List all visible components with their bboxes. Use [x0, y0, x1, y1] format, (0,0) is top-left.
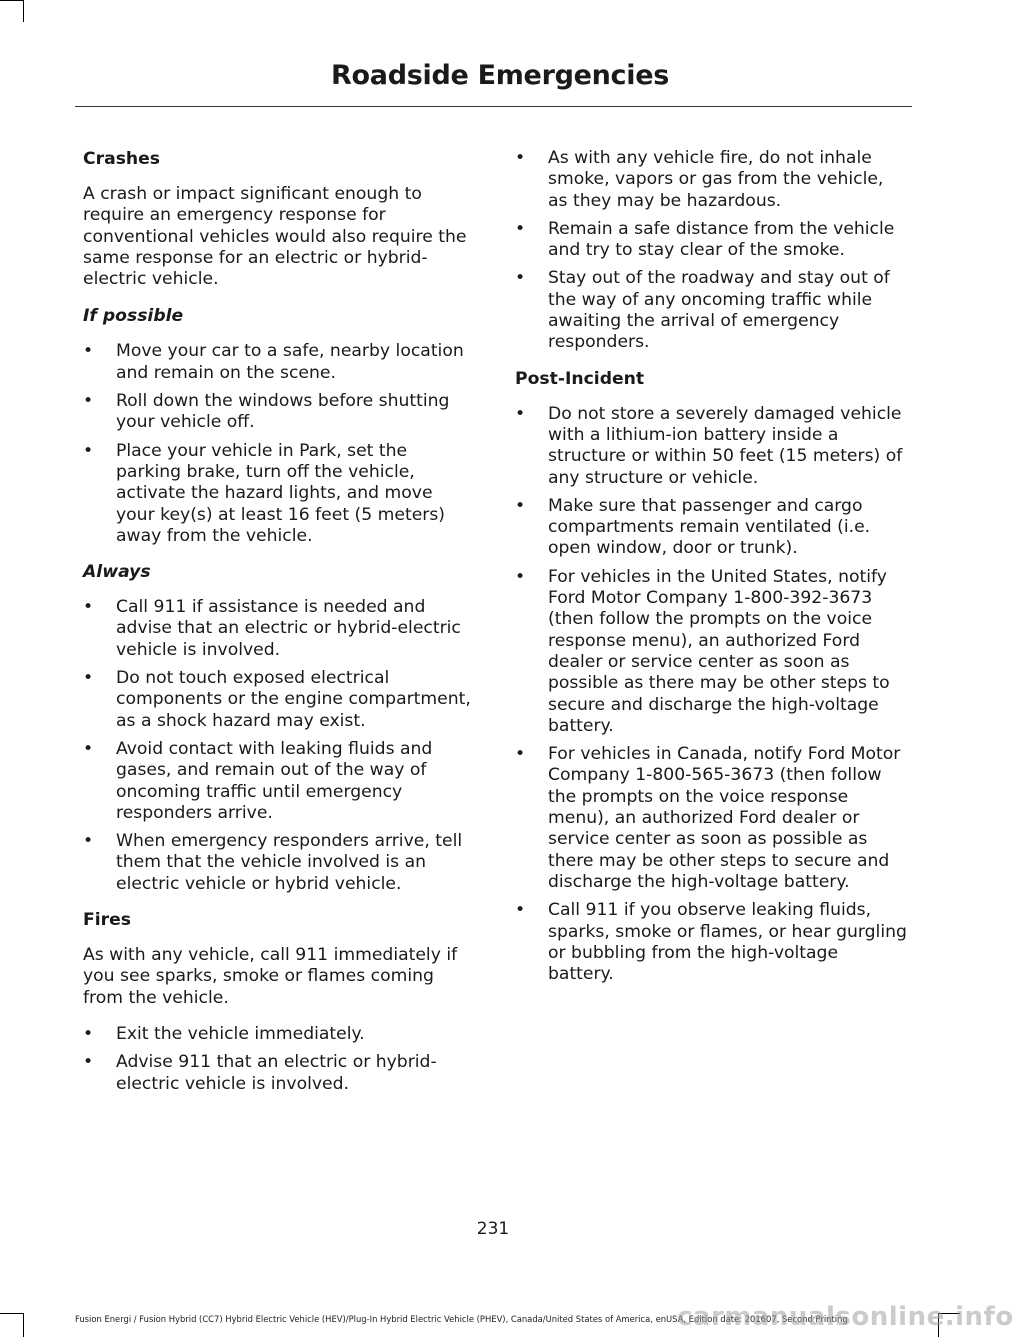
list-item: [83, 1052, 475, 1095]
crashes-paragraph: A crash or impact significant enough to require an emergency response for conventional vehicles would also require the same response for an electric or hybrid-electric vehicle.: [83, 184, 467, 290]
bullet-icon: •: [83, 738, 94, 759]
crashes-heading: Crashes: [83, 149, 161, 169]
bullet-icon: •: [515, 900, 526, 921]
list-item-text: Do not touch exposed electrical components or the engine compartment, as a shock hazard may exist.: [116, 668, 471, 731]
bullet-icon: •: [515, 148, 526, 168]
fires-list: [83, 1024, 475, 1095]
page-number: 231: [476, 1219, 510, 1239]
list-item-text: Call 911 if you observe leaking fluids, sparks, smoke or flames, or hear gurgling or bubbling from the high-voltage battery.: [548, 900, 907, 985]
list-item-text: Make sure that passenger and cargo compartments remain ventilated (i.e. open window, door or trunk).: [548, 495, 871, 559]
bullet-icon: •: [83, 668, 94, 689]
right-column: [515, 148, 908, 999]
footer-edition-info: Fusion Energi / Fusion Hybrid (CC7) Hybrid Electric Vehicle (HEV)/Plug-In Hybrid Electric Vehicle (PHEV), Canada/United States of America, enUSA, Edition date: 201607, Second Printing: [75, 1314, 848, 1324]
list-item-text: Move your car to a safe, nearby location and remain on the scene.: [116, 341, 464, 383]
list-item-text: Exit the vehicle immediately.: [116, 1023, 365, 1044]
list-item: [515, 268, 908, 353]
bullet-icon: •: [515, 566, 526, 587]
page-title: Roadside Emergencies: [331, 60, 669, 91]
fire-safety-list: [515, 148, 908, 354]
list-item-text: For vehicles in the United States, notify Ford Motor Company 1-800-392-3673 (then follow the prompts on the voice response menu), an authorized Ford dealer or service center as soon as possible as there may be other steps to secure and discharge the high-voltage battery.: [548, 566, 890, 736]
list-item: [83, 739, 475, 824]
crop-mark: [0, 0, 24, 1]
bullet-icon: •: [83, 341, 94, 362]
list-item: [83, 668, 475, 732]
crop-mark: [23, 0, 24, 22]
list-item: [515, 404, 908, 489]
header-divider: [75, 106, 912, 107]
list-item: [83, 341, 475, 384]
list-item-text: When emergency responders arrive, tell them that the vehicle involved is an electric vehicle or hybrid vehicle.: [116, 831, 463, 894]
list-item-text: Advise 911 that an electric or hybrid-electric vehicle is involved.: [116, 1052, 437, 1094]
bullet-icon: •: [83, 1023, 94, 1044]
list-item: [83, 441, 475, 547]
list-item: [83, 831, 475, 895]
list-item: [515, 567, 908, 737]
fires-heading: Fires: [83, 910, 131, 931]
list-item-text: For vehicles in Canada, notify Ford Motor Company 1-800-565-3673 (then follow the prompts on the voice response menu), an authorized Ford dealer or service center as soon as possible as there may be other steps to secure and discharge the high-voltage battery.: [548, 744, 901, 892]
list-item: [83, 597, 475, 661]
bullet-icon: •: [515, 218, 526, 239]
crop-mark: [0, 1313, 24, 1314]
list-item: [83, 1024, 475, 1045]
fires-paragraph: As with any vehicle, call 911 immediately if you see sparks, smoke or flames coming from the vehicle.: [83, 945, 458, 1008]
if-possible-list: [83, 341, 475, 547]
bullet-icon: •: [515, 744, 526, 765]
bullet-icon: •: [515, 495, 526, 516]
if-possible-heading: If possible: [83, 306, 184, 327]
bullet-icon: •: [515, 403, 526, 424]
list-item: [83, 391, 475, 434]
post-incident-list: [515, 404, 908, 986]
left-column: [83, 148, 475, 1109]
bullet-icon: •: [515, 268, 526, 289]
always-heading: Always: [83, 562, 151, 583]
bullet-icon: •: [83, 597, 94, 618]
list-item: [515, 900, 908, 985]
bullet-icon: •: [83, 1052, 94, 1073]
list-item: [515, 744, 908, 893]
list-item-text: As with any vehicle fire, do not inhale smoke, vapors or gas from the vehicle, as they may be hazardous.: [548, 148, 884, 211]
list-item-text: Call 911 if assistance is needed and advise that an electric or hybrid-electric vehicle is involved.: [116, 597, 461, 660]
list-item-text: Stay out of the roadway and stay out of the way of any oncoming traffic while awaiting the arrival of emergency responders.: [548, 268, 890, 353]
crop-mark: [23, 1313, 24, 1337]
post-incident-heading: Post-Incident: [515, 368, 645, 389]
list-item-text: Do not store a severely damaged vehicle with a lithium-ion battery inside a structure or within 50 feet (15 meters) of any structure or vehicle.: [548, 403, 903, 488]
always-list: [83, 597, 475, 895]
bullet-icon: •: [83, 831, 94, 852]
list-item-text: Remain a safe distance from the vehicle and try to stay clear of the smoke.: [548, 218, 895, 261]
list-item-text: Place your vehicle in Park, set the parking brake, turn off the vehicle, activate the hazard lights, and move your key(s) at least 16 feet (5 meters) away from the vehicle.: [116, 440, 445, 546]
list-item-text: Roll down the windows before shutting your vehicle off.: [116, 391, 450, 433]
list-item: [515, 496, 908, 560]
list-item: [515, 148, 908, 212]
list-item-text: Avoid contact with leaking fluids and gases, and remain out of the way of oncoming traffic until emergency responders arrive.: [116, 738, 433, 823]
watermark: carmanualsonline.info: [677, 1302, 1014, 1332]
bullet-icon: •: [83, 391, 94, 412]
list-item: [515, 219, 908, 262]
bullet-icon: •: [83, 440, 94, 461]
